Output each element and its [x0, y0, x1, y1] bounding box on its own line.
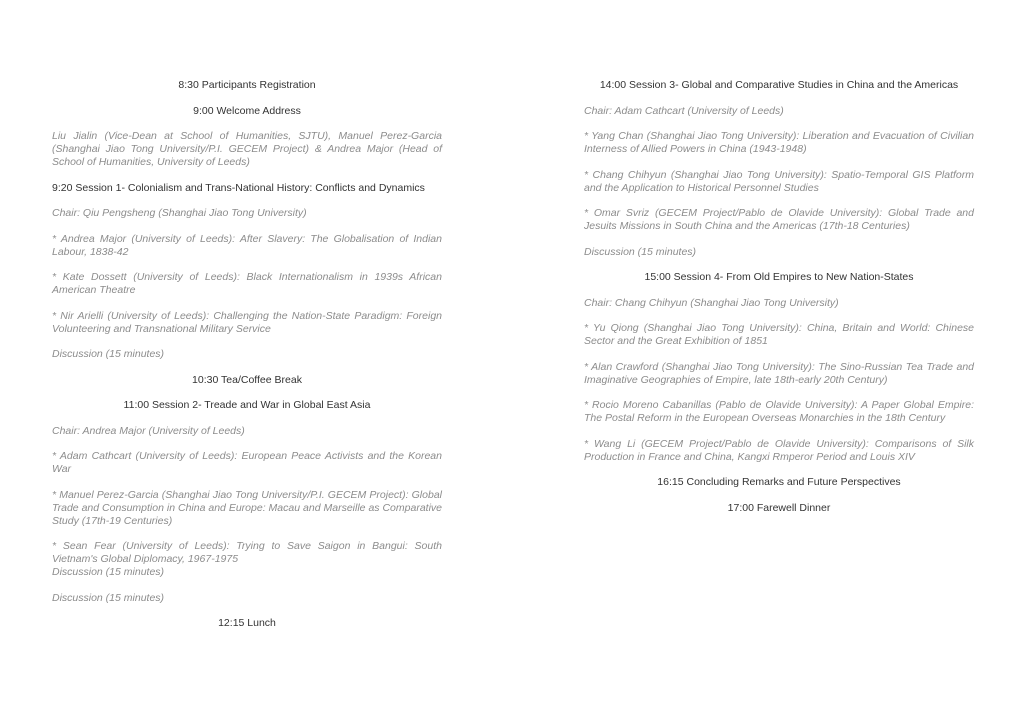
program-heading-15-00-session-4-from-old-empires-to-new-: 15:00 Session 4- From Old Empires to New Nation-States	[644, 271, 914, 283]
program-entry: * Manuel Perez-Garcia (Shanghai Jiao Tong University/P.I. GECEM Project): Global Trade and Consumption in China and Europe: Macau and Marseille as Comparative Study (17th-19 Centuries)	[52, 488, 442, 527]
program-heading-17-00-farewell-dinner: 17:00 Farewell Dinner	[727, 501, 831, 514]
program-entry: * Adam Cathcart (University of Leeds): European Peace Activists and the Korean War	[52, 450, 442, 475]
program-entry: * Yang Chan (Shanghai Jiao Tong University): Liberation and Evacuation of Civilian Interness of Allied Powers in China (1943-1948)	[584, 130, 974, 155]
program-heading-10-30-tea-coffee-break: 10:30 Tea/Coffee Break	[192, 373, 302, 386]
program-entry: Discussion (15 minutes)	[52, 566, 165, 578]
program-entry: Discussion (15 minutes)	[52, 591, 165, 604]
program-right-column	[584, 79, 974, 527]
program-entry: Chair: Adam Cathcart (University of Leeds)	[584, 104, 784, 117]
program-heading-14-00-session-3-global-and-comparative-s: 14:00 Session 3- Global and Comparative Studies in China and the Americas	[599, 79, 959, 91]
program-entry: * Alan Crawford (Shanghai Jiao Tong University): The Sino-Russian Tea Trade and Imaginative Geographies of Empire, late 18th-early 20th Century)	[584, 360, 974, 386]
program-entry: * Sean Fear (University of Leeds): Trying to Save Saigon in Bangui: South Vietnam's Global Diplomacy, 1967-1975	[52, 540, 442, 565]
program-entry: * Kate Dossett (University of Leeds): Black Internationalism in 1939s African American Theatre	[52, 271, 442, 296]
program-heading-11-00-session-2-treade-and-war-in-global: 11:00 Session 2- Treade and War in Global East Asia	[123, 399, 371, 411]
program-entry: * Wang Li (GECEM Project/Pablo de Olavide University): Comparisons of Silk Production in France and China, Kangxi Rmperor Period and Louis XIV	[584, 437, 974, 463]
program-entry: Liu Jialin (Vice-Dean at School of Humanities, SJTU), Manuel Perez-Garcia (Shanghai Jiao Tong University/P.I. GECEM Project) & Andrea Major (Head of School of Humanities, University of Leeds)	[52, 130, 442, 168]
program-left-column	[52, 79, 442, 643]
program-heading-8-30-participants-registration: 8:30 Participants Registration	[178, 79, 316, 91]
program-heading-12-15-lunch: 12:15 Lunch	[218, 617, 276, 629]
program-entry: Discussion (15 minutes)	[584, 245, 697, 258]
program-heading-16-15-concluding-remarks-and-future-pers: 16:15 Concluding Remarks and Future Perspectives	[657, 476, 901, 488]
program-entry: * Rocio Moreno Cabanillas (Pablo de Olavide University): A Paper Global Empire: The Postal Reform in the European Overseas Monarchies in the 18th Century	[584, 399, 974, 424]
program-entry: * Andrea Major (University of Leeds): After Slavery: The Globalisation of Indian Labour, 1838-42	[52, 232, 442, 258]
program-entry: Chair: Andrea Major (University of Leeds)	[52, 424, 245, 437]
program-entry: Discussion (15 minutes)	[52, 348, 165, 360]
program-entry: * Omar Svriz (GECEM Project/Pablo de Olavide University): Global Trade and Jesuits Missions in South China and the Americas (17th-18 Centuries)	[584, 207, 974, 232]
program-heading-9-20-session-1-colonialism-and-trans-nat: 9:20 Session 1- Colonialism and Trans-National History: Conflicts and Dynamics	[52, 181, 425, 194]
program-heading-9-00-welcome-address: 9:00 Welcome Address	[193, 104, 301, 117]
program-entry: Chair: Qiu Pengsheng (Shanghai Jiao Tong University)	[52, 207, 307, 219]
program-entry: * Chang Chihyun (Shanghai Jiao Tong University): Spatio-Temporal GIS Platform and the Application to Historical Personnel Studies	[584, 168, 974, 194]
program-entry: Chair: Chang Chihyun (Shanghai Jiao Tong University)	[584, 296, 839, 309]
program-entry: * Nir Arielli (University of Leeds): Challenging the Nation-State Paradigm: Foreign Volunteering and Transnational Military Service	[52, 309, 442, 335]
program-entry: * Yu Qiong (Shanghai Jiao Tong University): China, Britain and World: Chinese Sector and the Great Exhibition of 1851	[584, 322, 974, 347]
